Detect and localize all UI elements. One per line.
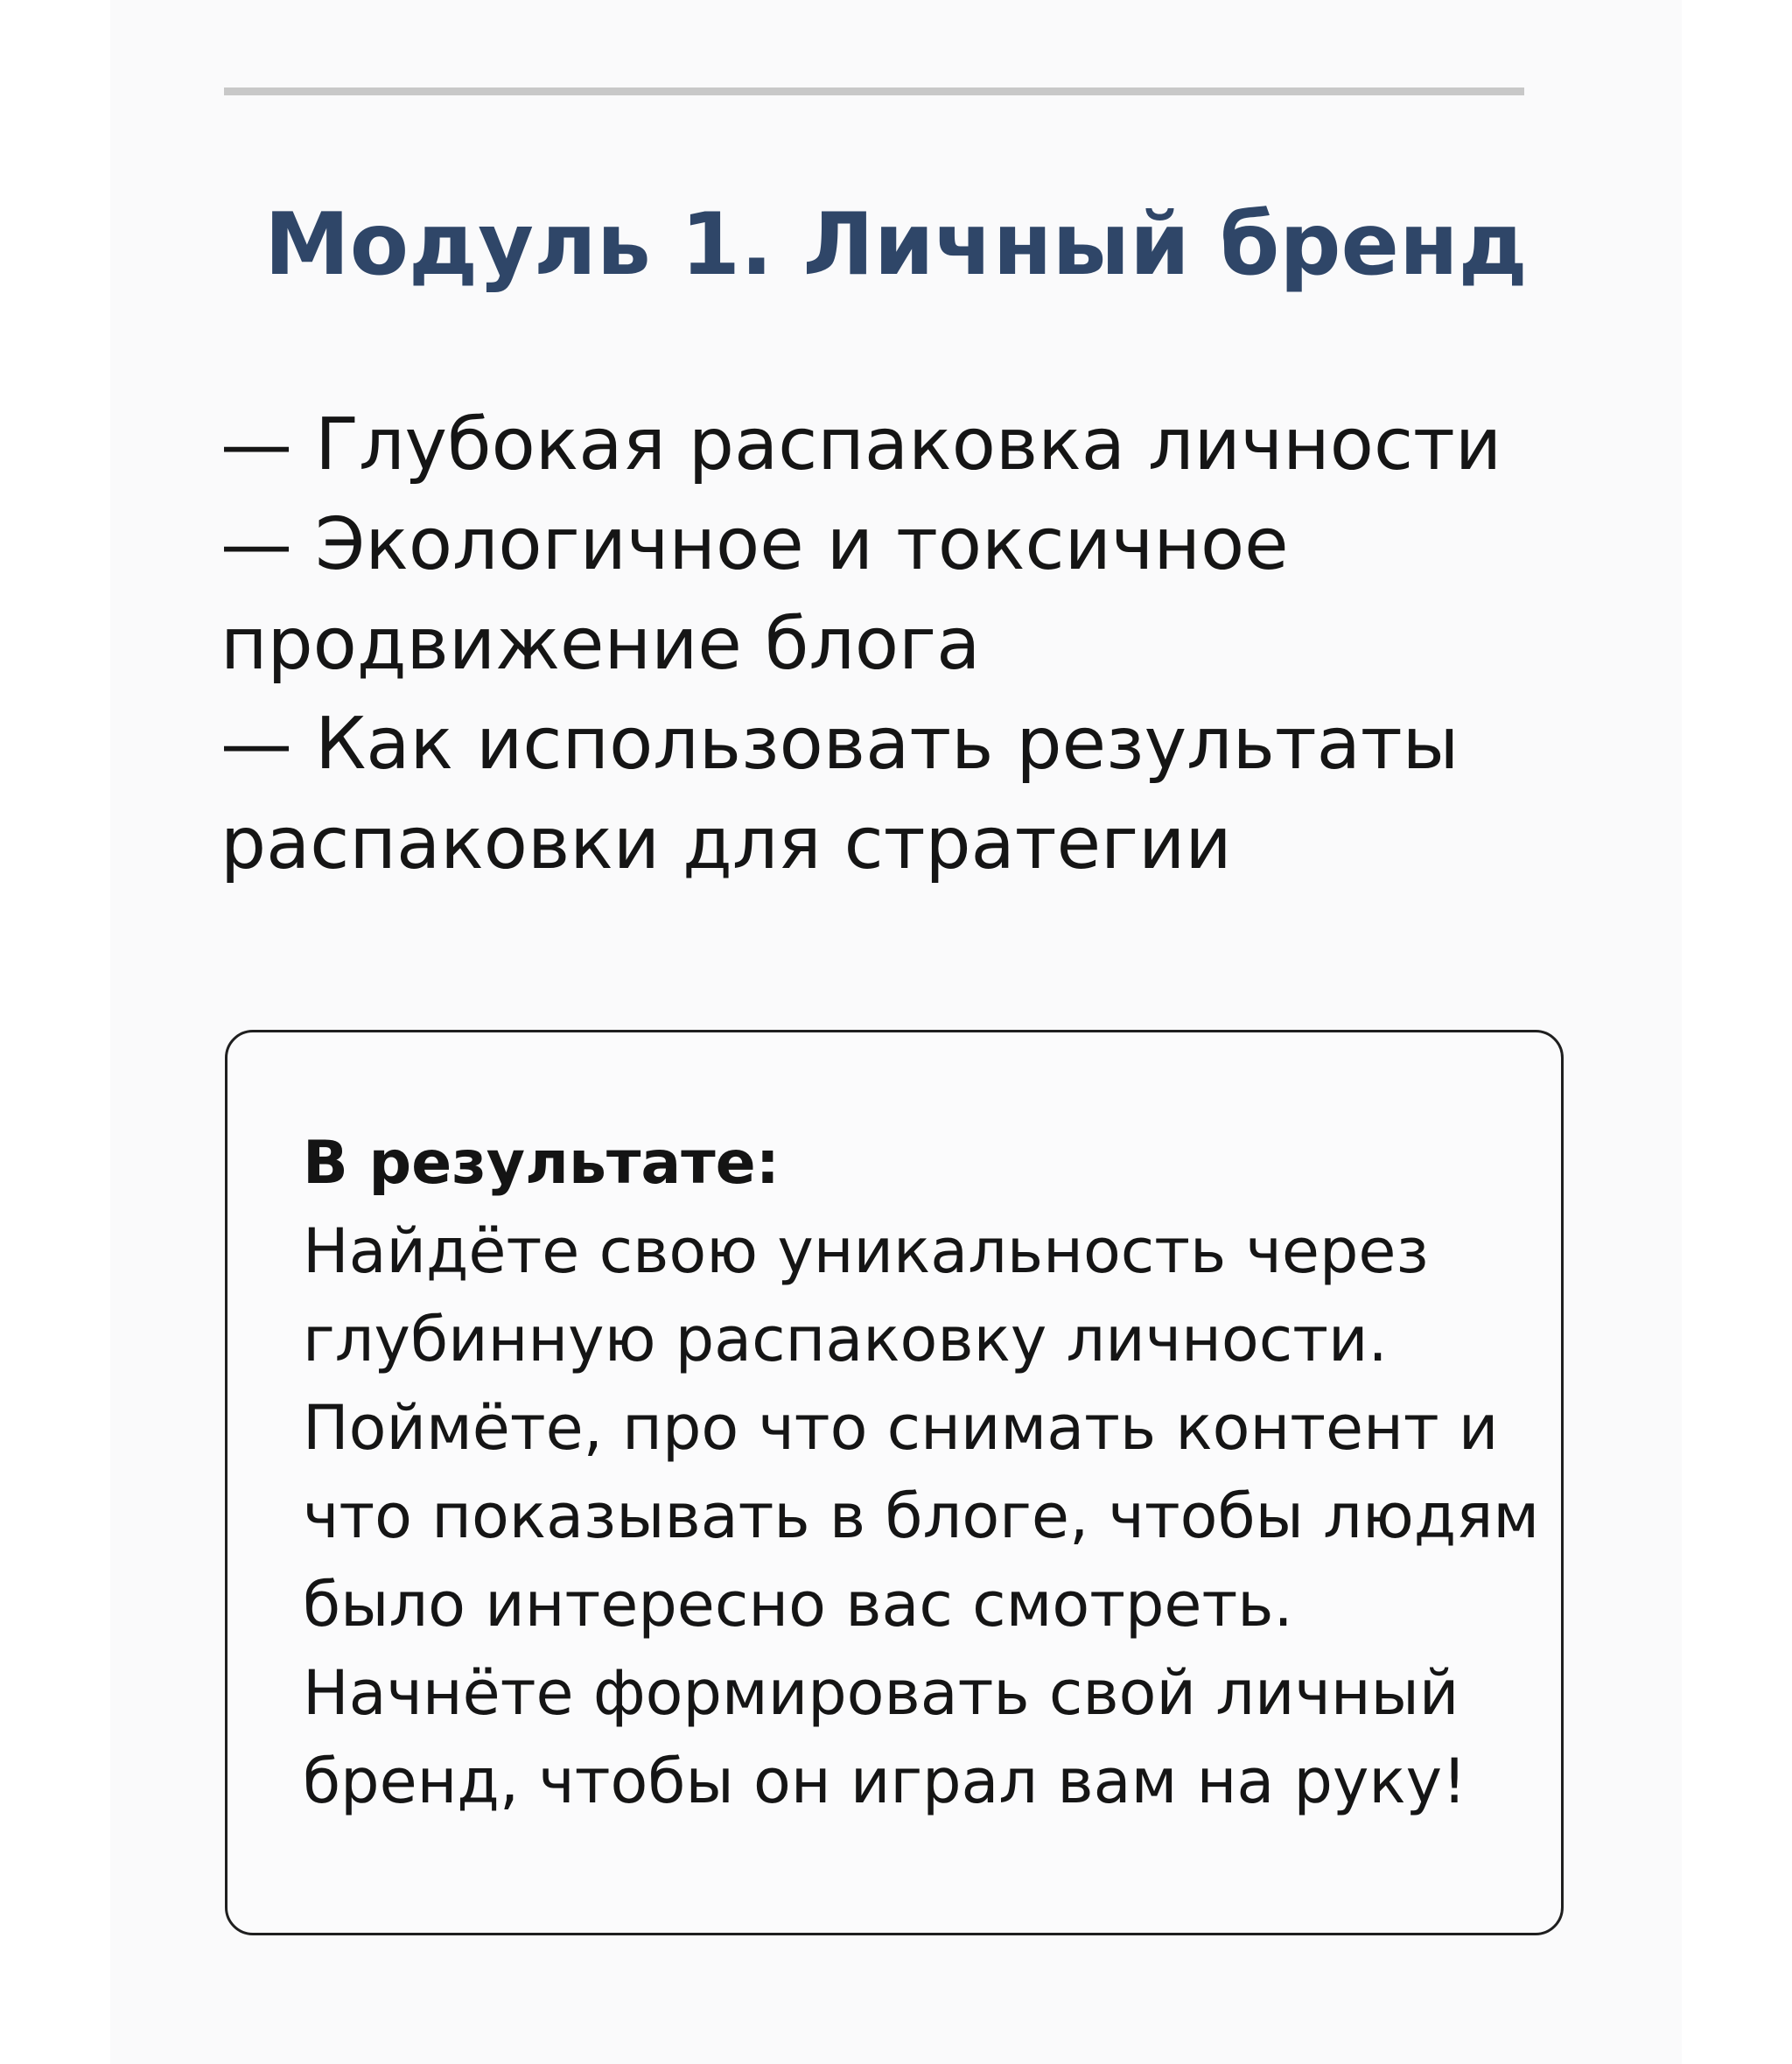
- result-line: Начнёте формировать свой личный: [303, 1657, 1460, 1729]
- result-box: [225, 1030, 1564, 1935]
- result-line: было интересно вас смотреть.: [303, 1569, 1293, 1641]
- result-line: глубинную распаковку личности.: [303, 1304, 1388, 1375]
- topic-item: — Как использовать результаты распаковки для стратегии: [220, 703, 1460, 885]
- module-title: Модуль 1. Личный бренд: [264, 195, 1528, 295]
- result-description: [303, 1207, 1545, 1826]
- module-topics-list: [220, 395, 1586, 894]
- top-divider: [224, 87, 1524, 95]
- result-line: что показывать в блоге, чтобы людям: [303, 1480, 1540, 1552]
- topic-item: — Экологичное и токсичное продвижение блога: [220, 503, 1289, 686]
- result-line: Найдёте свою уникальность через: [303, 1215, 1429, 1287]
- result-heading: В результате:: [303, 1129, 780, 1198]
- result-line: бренд, чтобы он играл вам на руку!: [303, 1746, 1467, 1817]
- result-line: Поймёте, про что снимать контент и: [303, 1392, 1499, 1464]
- topic-item: — Глубокая распаковка личности: [220, 403, 1502, 486]
- page-card: [110, 0, 1682, 2064]
